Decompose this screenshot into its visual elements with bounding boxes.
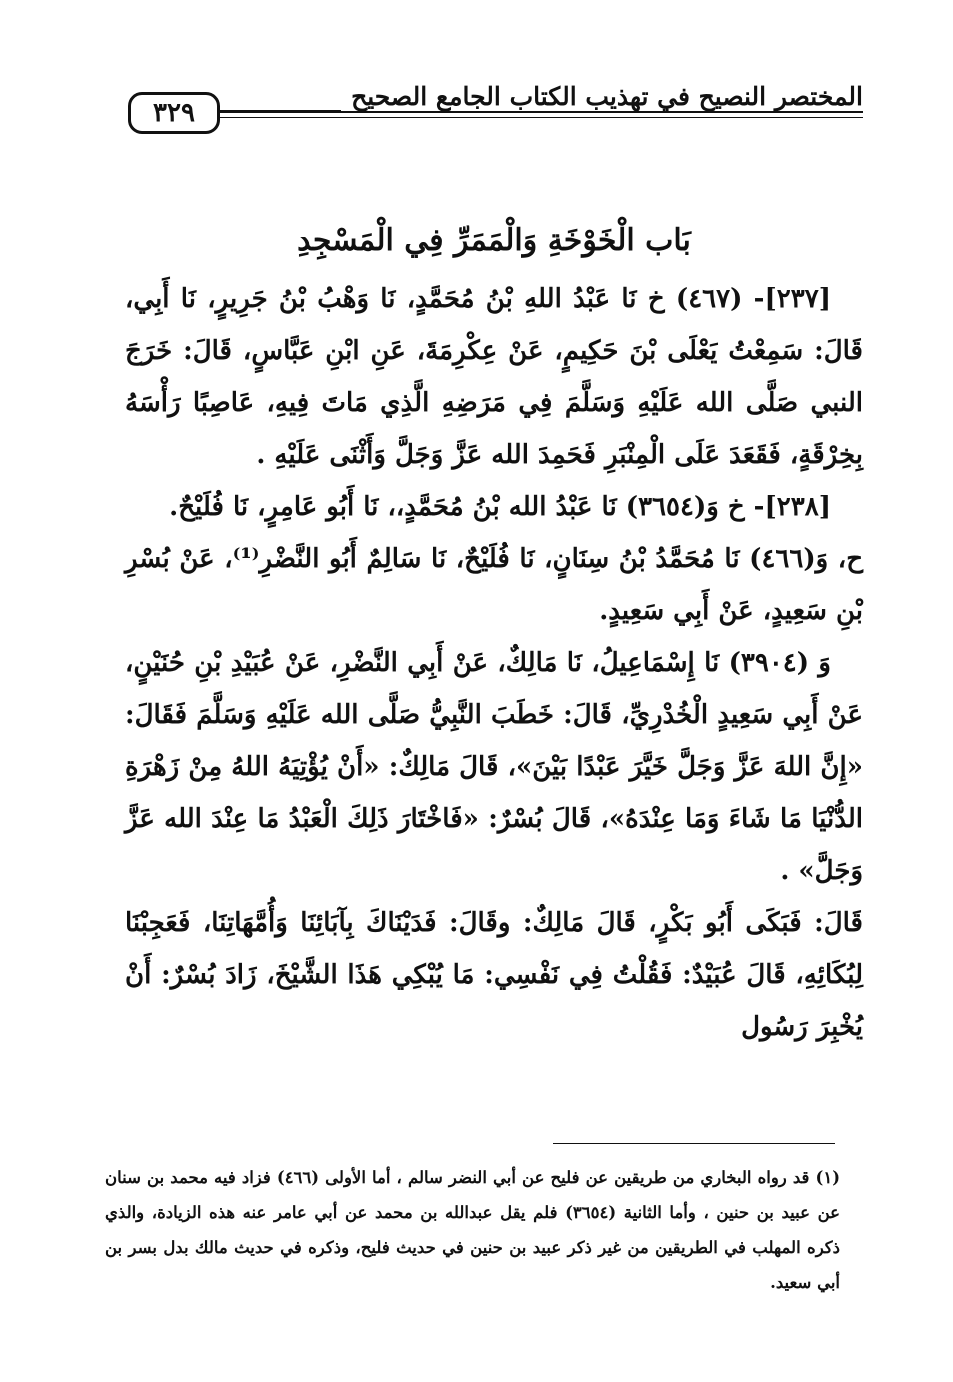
running-title: المختصر النصيح في تهذيب الكتاب الجامع الصحيح [341, 82, 863, 111]
page-header [128, 82, 863, 140]
chapter-title: بَاب الْخَوْخَةِ وَالْمَمَرِّ فِي الْمَسْجِدِ [297, 223, 691, 258]
hadith-238-chain-2: ح، وَ(٤٦٦) نَا مُحَمَّدُ بْنُ سِنَانٍ، نَا فُلَيْحٌ، نَا سَالِمٌ أَبُو النَّضْرِ⁽¹⁾، عَنْ بُسْرِ بْنِ سَعِيدٍ، عَنْ أَبِي سَعِيدٍ. [125, 544, 863, 626]
hadith-237: [٢٣٧]- (٤٦٧) خ نَا عَبْدُ اللهِ بْنُ مُحَمَّدٍ، نَا وَهْبُ بْنُ جَرِيرٍ، نَا أَبِي، قَالَ: سَمِعْتُ يَعْلَى بْنَ حَكِيمٍ، عَنْ عِكْرِمَةَ، عَنِ ابْنِ عَبَّاسٍ، قَالَ: خَرَجَ النبي صَلَّى الله عَلَيْهِ وَسَلَّمَ فِي مَرَضِهِ الَّذِي مَاتَ فِيهِ، عَاصِبًا رَأْسَهُ بِخِرْقَةٍ، فَقَعَدَ عَلَى الْمِنْبَرِ فَحَمِدَ الله عَزَّ وَجَلَّ وَأَثْنَى عَلَيْهِ . [125, 284, 863, 470]
footnote-1: (١) قد رواه البخاري من طريقين عن فليح عن أبي النضر سالم ، أما الأولى (٤٦٦) فزاد فيه محمد بن سنان عن عبيد بن حنين ، وأما الثانية (٣٦٥٤) فلم يقل عبدالله بن محمد عن أبي عامر عنه هذه الزيادة، والذي ذكره المهلب في الطريقين من غير ذكر عبيد بن حنين في حديث فليح، وذكره في حديث مالك بدل بسر بن أبي سعيد. [105, 1168, 840, 1292]
footnote-divider [553, 1143, 835, 1144]
main-text [125, 215, 863, 1053]
page-number: ٣٢٩ [128, 92, 220, 134]
hadith-238-chain: [٢٣٨]- خ وَ(٣٦٥٤) نَا عَبْدُ الله بْنُ مُحَمَّدٍ،، نَا أَبُو عَامِرٍ، نَا فُلَيْحٌ. [169, 492, 831, 522]
header-rule-thin [220, 117, 863, 118]
hadith-238-continuation: قَالَ: فَبَكَى أَبُو بَكْرٍ، قَالَ مَالِكٌ: وقَالَ: فَدَيْنَاكَ بِآبَائِنَا وَأُمَّهَاتِنَا، فَعَجِبْنَا لِبُكَائِهِ، قَالَ عُبَيْدٌ: فَقُلْتُ فِي نَفْسِي: مَا يُبْكِي هَذَا الشَّيْخَ، زَادَ بُسْرٌ: أَنْ يُخْبِرَ رَسُول [125, 908, 863, 1042]
hadith-238-chain-3: وَ (٣٩٠٤) نَا إِسْمَاعِيلُ، نَا مَالِكٌ، عَنْ أَبِي النَّضْرِ، عَنْ عُبَيْدِ بْنِ حُنَيْنٍ، عَنْ أَبِي سَعِيدٍ الْخُدْرِيِّ، قَالَ: خَطَبَ النَّبِيُّ صَلَّى الله عَلَيْهِ وَسَلَّمَ فَقَالَ: «إِنَّ اللهَ عَزَّ وَجَلَّ خَيَّرَ عَبْدًا بَيْنَ»، قَالَ مَالِكٌ: «أَنْ يُؤْتِيَهُ اللهُ مِنْ زَهْرَةِ الدُّنْيَا مَا شَاءَ وَمَا عِنْدَهُ»، قَالَ بُسْرٌ: «فَاخْتَارَ ذَلِكَ الْعَبْدُ مَا عِنْدَ الله عَزَّ وَجَلَّ» . [125, 648, 863, 886]
